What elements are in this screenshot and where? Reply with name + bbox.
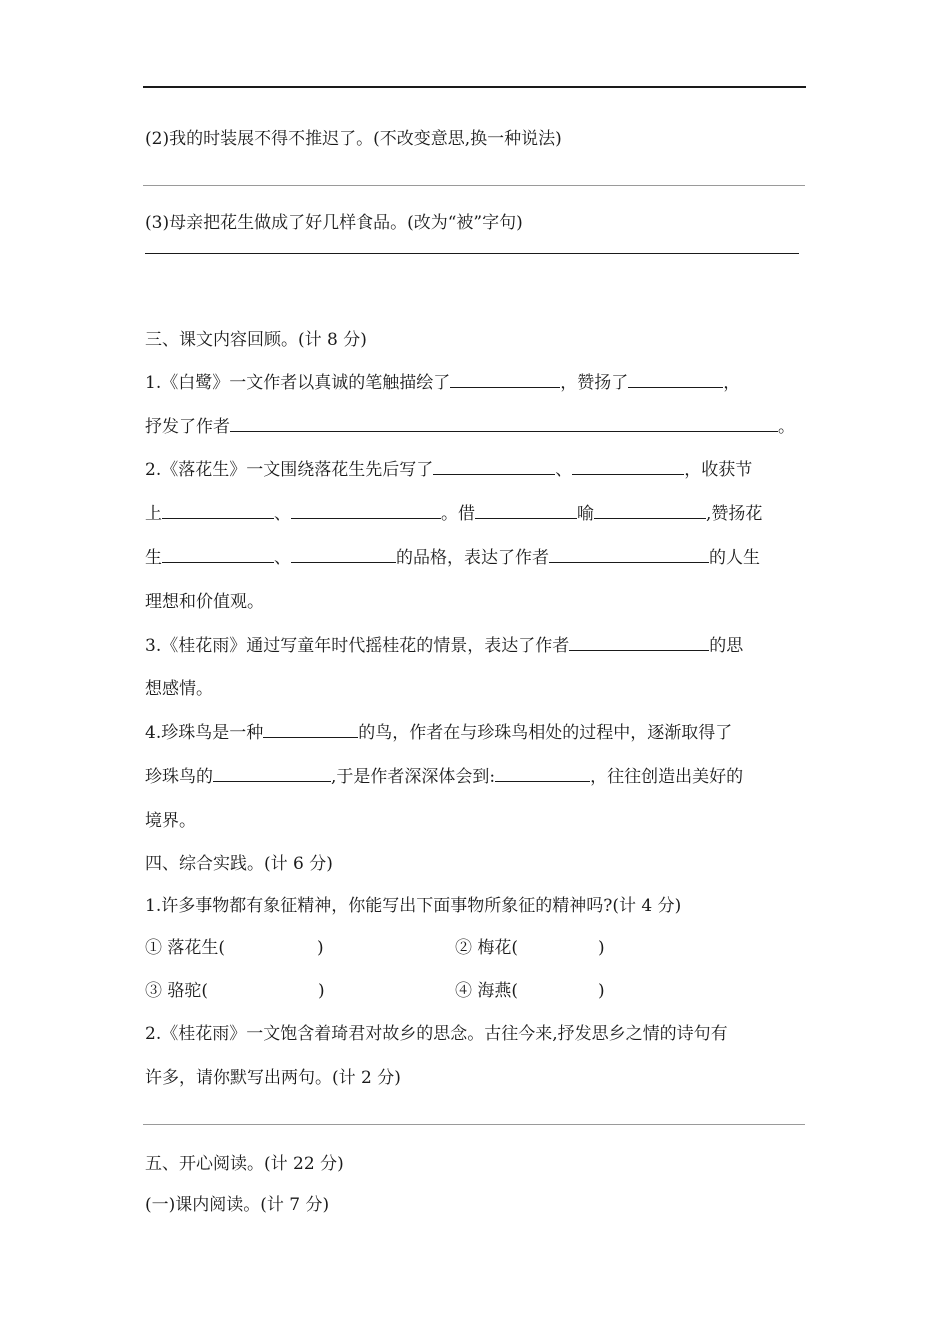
q2-text-e: 、 <box>274 504 291 524</box>
question-2-2: (2)我的时装展不得不推迟了。(不改变意思,换一种说法) <box>145 129 562 149</box>
answer-line-2-2[interactable] <box>143 185 805 186</box>
q2-text-g: 喻 <box>577 504 594 524</box>
q2-blank-3[interactable] <box>162 502 274 519</box>
q2-text-f: 。借 <box>441 504 475 524</box>
q1-blank-1[interactable] <box>450 371 560 388</box>
q3-text-a: 3.《桂花雨》通过写童年时代摇桂花的情景，表达了作者 <box>145 636 570 656</box>
q3-blank-1[interactable] <box>569 634 709 651</box>
q4-text-c: 珍珠鸟的 <box>145 767 213 787</box>
section-3-q2-line2 <box>145 502 762 526</box>
q2-blank-8[interactable] <box>291 546 396 563</box>
q2-text-c: ，收获节 <box>684 460 753 480</box>
q1-text-e: 。 <box>778 417 795 437</box>
q4-blank-2[interactable] <box>213 765 331 782</box>
section-3-q2-line3 <box>145 546 760 570</box>
section-4-q2-line1: 2.《桂花雨》一文饱含着琦君对故乡的思念。古往今来,抒发思乡之情的诗句有 <box>145 1024 728 1044</box>
q2-blank-6[interactable] <box>594 502 706 519</box>
q2-text-h: ,赞扬花 <box>706 504 763 524</box>
section-3-title: 三、课文内容回顾。(计 8 分) <box>145 330 367 350</box>
q4-text-a: 4.珍珠鸟是一种 <box>145 723 264 743</box>
q2-blank-4[interactable] <box>291 502 441 519</box>
q1-text-d: 抒发了作者 <box>145 417 230 437</box>
section-3-q4-line2 <box>145 765 743 789</box>
q4-text-d: ,于是作者深深体会到: <box>331 767 496 787</box>
q4-text-e: ，往往创造出美好的 <box>590 767 744 787</box>
symbol-item-1[interactable]: ① 落花生( ) <box>145 938 324 958</box>
q1-blank-2[interactable] <box>628 371 723 388</box>
q1-text-c: ， <box>723 373 741 393</box>
q1-text-b: ，赞扬了 <box>560 373 629 393</box>
q2-blank-2[interactable] <box>572 458 684 475</box>
q2-text-i: 生 <box>145 548 162 568</box>
section-4-title: 四、综合实践。(计 6 分) <box>145 854 333 874</box>
q1-blank-3[interactable] <box>230 415 778 432</box>
symbol-item-3[interactable]: ③ 骆驼( ) <box>145 981 325 1001</box>
q2-blank-5[interactable] <box>475 502 577 519</box>
q2-text-k: 的品格，表达了作者 <box>396 548 549 568</box>
section-3-q1-line1 <box>145 371 740 395</box>
section-4-q2-line2: 许多，请你默写出两句。(计 2 分) <box>145 1068 401 1088</box>
answer-line-2-3[interactable] <box>145 253 799 254</box>
q2-blank-7[interactable] <box>162 546 274 563</box>
section-3-q4-line3: 境界。 <box>145 811 196 831</box>
q2-blank-1[interactable] <box>433 458 555 475</box>
question-2-3: (3)母亲把花生做成了好几样食品。(改为“被”字句) <box>145 213 523 233</box>
section-5-title: 五、开心阅读。(计 22 分) <box>145 1154 344 1174</box>
q2-text-l: 的人生 <box>709 548 760 568</box>
section-3-q2-line4: 理想和价值观。 <box>145 592 264 612</box>
q4-blank-3[interactable] <box>495 765 590 782</box>
section-3-q2-line1 <box>145 458 752 482</box>
symbol-item-4[interactable]: ④ 海燕( ) <box>455 981 605 1001</box>
q4-text-b: 的鸟，作者在与珍珠鸟相处的过程中，逐渐取得了 <box>358 723 733 743</box>
section-5-sub1: (一)课内阅读。(计 7 分) <box>145 1195 330 1215</box>
answer-line-4-2[interactable] <box>143 1124 805 1125</box>
top-rule <box>143 86 806 88</box>
q2-blank-9[interactable] <box>549 546 709 563</box>
q4-blank-1[interactable] <box>263 721 358 738</box>
q2-text-j: 、 <box>274 548 291 568</box>
section-3-q3-line2: 想感情。 <box>145 679 213 699</box>
q1-text-a: 1.《白鹭》一文作者以真诚的笔触描绘了 <box>145 373 451 393</box>
q2-text-d: 上 <box>145 504 162 524</box>
section-3-q4-line1 <box>145 721 732 745</box>
q3-text-b: 的思 <box>709 636 744 656</box>
section-4-q1: 1.许多事物都有象征精神，你能写出下面事物所象征的精神吗?(计 4 分) <box>145 896 682 916</box>
section-3-q3-line1 <box>145 634 743 658</box>
section-3-q1-line2 <box>145 415 795 439</box>
q2-text-a: 2.《落花生》一文围绕落花生先后写了 <box>145 460 434 480</box>
q2-text-b: 、 <box>555 460 573 480</box>
symbol-item-2[interactable]: ② 梅花( ) <box>455 938 605 958</box>
